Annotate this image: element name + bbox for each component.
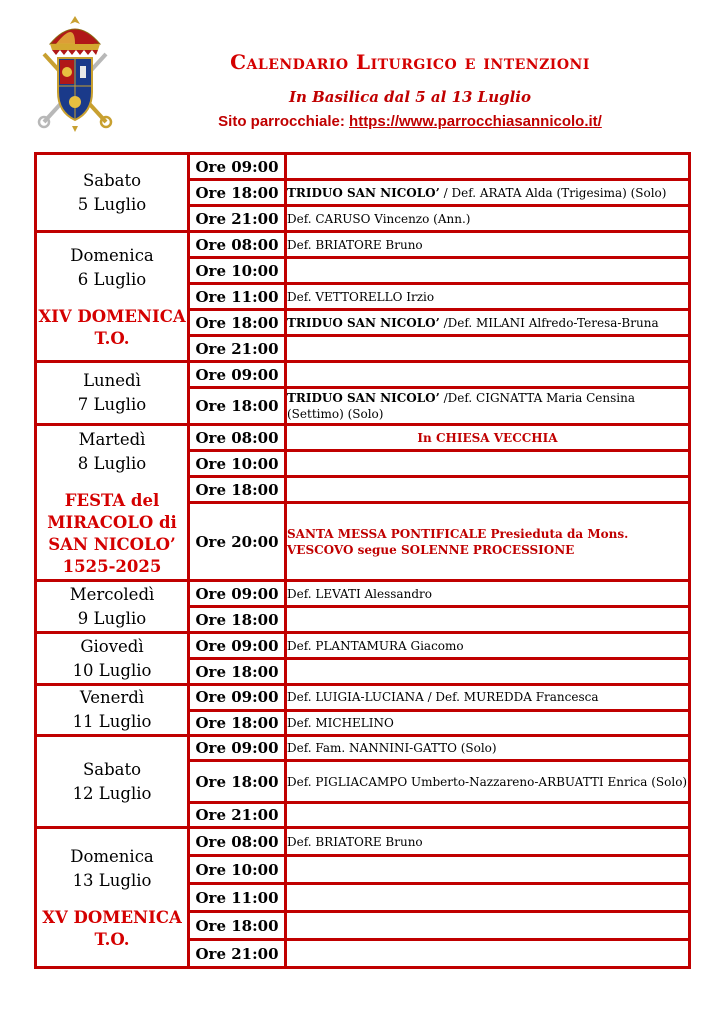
day-name: Martedì [78,429,146,449]
schedule-row [36,581,690,607]
day-name: Domenica [70,245,154,265]
mass-time: Ore 18:00 [189,388,286,425]
intention-text: Def. BRIATORE Bruno [287,237,423,252]
page-title: Calendario Liturgico e intenzioni [230,50,590,74]
triduo-label: TRIDUO SAN NICOLO’ [287,315,440,330]
intention-text: Def. BRIATORE Bruno [287,834,423,849]
mass-intention [286,633,690,659]
mass-intention [286,425,690,451]
mass-intention [286,284,690,310]
intention-text: Def. CARUSO Vincenzo (Ann.) [287,211,471,226]
mass-time: Ore 10:00 [189,451,286,477]
schedule-row [36,425,690,451]
mass-intention [286,884,690,912]
basilica-crest-icon [36,14,114,132]
mass-time: Ore 18:00 [189,912,286,940]
day-cell [36,828,189,968]
mass-intention [286,803,690,828]
mass-intention [286,232,690,258]
mass-intention [286,451,690,477]
mass-intention [286,685,690,711]
mass-intention [286,154,690,180]
day-name: Sabato [82,759,142,779]
mass-time: Ore 09:00 [189,685,286,711]
day-date: 9 Luglio [77,608,147,628]
liturgical-calendar-table [34,152,691,969]
mass-intention [286,477,690,503]
mass-intention [286,503,690,581]
mass-time: Ore 20:00 [189,503,286,581]
feast-label: XIV DOMENICA T.O. [38,306,186,348]
day-cell [36,154,189,232]
day-cell [36,633,189,685]
mass-time: Ore 11:00 [189,884,286,912]
mass-intention [286,856,690,884]
day-cell [36,362,189,425]
day-date: 7 Luglio [77,395,147,414]
intention-text: Def. PIGLIACAMPO Umberto-Nazzareno-ARBUATTI Enrica (Solo) [287,774,688,789]
mass-time: Ore 09:00 [189,154,286,180]
special-event-note: In CHIESA VECCHIA [417,430,558,445]
intention-text: /Def. CIGNATTA Maria Censina (Settimo) (Solo) [287,391,635,421]
mass-intention [286,258,690,284]
site-label: Sito parrocchiale: [218,113,350,130]
triduo-label: TRIDUO SAN NICOLO’ [287,185,440,200]
mass-time: Ore 09:00 [189,362,286,388]
parish-site-link[interactable]: https://www.parrocchiasannicolo.it/ [349,113,602,130]
mass-time: Ore 10:00 [189,258,286,284]
mass-intention [286,828,690,856]
triduo-label: TRIDUO SAN NICOLO’ [287,391,440,405]
mass-time: Ore 18:00 [189,761,286,803]
schedule-row [36,154,690,180]
intention-text: Def. LEVATI Alessandro [287,586,432,601]
mass-intention [286,940,690,968]
schedule-row [36,685,690,711]
intention-text: /Def. MILANI Alfredo-Teresa-Bruna [439,315,659,330]
day-cell [36,685,189,736]
intention-text: / Def. ARATA Alda (Trigesima) (Solo) [439,185,667,200]
day-name: Domenica [70,846,154,866]
day-date: 11 Luglio [72,712,152,731]
day-cell [36,581,189,633]
intention-text: Def. LUIGIA-LUCIANA / Def. MUREDDA Francesca [287,690,599,705]
mass-time: Ore 08:00 [189,828,286,856]
day-date: 8 Luglio [77,453,147,473]
mass-intention [286,362,690,388]
day-name: Giovedì [80,636,144,656]
mass-intention [286,581,690,607]
day-date: 5 Luglio [77,194,147,214]
day-cell [36,425,189,581]
mass-time: Ore 21:00 [189,206,286,232]
mass-time: Ore 18:00 [189,659,286,685]
day-date: 10 Luglio [72,660,152,680]
schedule-row [36,633,690,659]
mass-intention [286,388,690,425]
mass-intention [286,710,690,736]
mass-intention [286,761,690,803]
schedule-row [36,828,690,856]
day-name: Sabato [82,170,142,190]
intention-text: Def. Fam. NANNINI-GATTO (Solo) [287,741,497,755]
intention-text: Def. MICHELINO [287,715,394,730]
mass-time: Ore 09:00 [189,633,286,659]
mass-time: Ore 08:00 [189,425,286,451]
mass-time: Ore 08:00 [189,232,286,258]
mass-time: Ore 18:00 [189,180,286,206]
mass-intention [286,607,690,633]
day-date: 13 Luglio [72,870,152,890]
mass-time: Ore 18:00 [189,310,286,336]
mass-time: Ore 18:00 [189,477,286,503]
day-name: Lunedì [83,371,141,390]
day-cell [36,736,189,828]
mass-intention [286,736,690,761]
day-date: 6 Luglio [77,269,147,289]
page-subtitle: In Basilica dal 5 al 13 Luglio [288,88,532,106]
intention-text: Def. VETTORELLO Irzio [287,289,435,304]
mass-time: Ore 21:00 [189,803,286,828]
mass-intention [286,310,690,336]
mass-intention [286,180,690,206]
day-name: Venerdì [79,688,145,707]
mass-time: Ore 18:00 [189,607,286,633]
mass-time: Ore 21:00 [189,940,286,968]
mass-time: Ore 09:00 [189,581,286,607]
schedule-row [36,362,690,388]
special-event-note: SANTA MESSA PONTIFICALE Presieduta da Mons. VESCOVO segue SOLENNE PROCESSIONE [287,526,629,557]
mass-intention [286,206,690,232]
day-date: 12 Luglio [72,783,152,803]
mass-time: Ore 10:00 [189,856,286,884]
mass-intention [286,336,690,362]
mass-intention [286,912,690,940]
mass-intention [286,659,690,685]
parish-site-line [140,113,680,130]
day-name: Mercoledì [69,584,155,604]
intention-text: Def. PLANTAMURA Giacomo [287,638,464,653]
mass-time: Ore 09:00 [189,736,286,761]
schedule-row [36,232,690,258]
feast-label: FESTA del MIRACOLO di SAN NICOLO’ 1525-2025 [47,490,177,576]
mass-time: Ore 18:00 [189,710,286,736]
schedule-row [36,736,690,761]
mass-time: Ore 21:00 [189,336,286,362]
mass-time: Ore 11:00 [189,284,286,310]
feast-label: XV DOMENICA T.O. [42,907,182,949]
day-cell [36,232,189,362]
